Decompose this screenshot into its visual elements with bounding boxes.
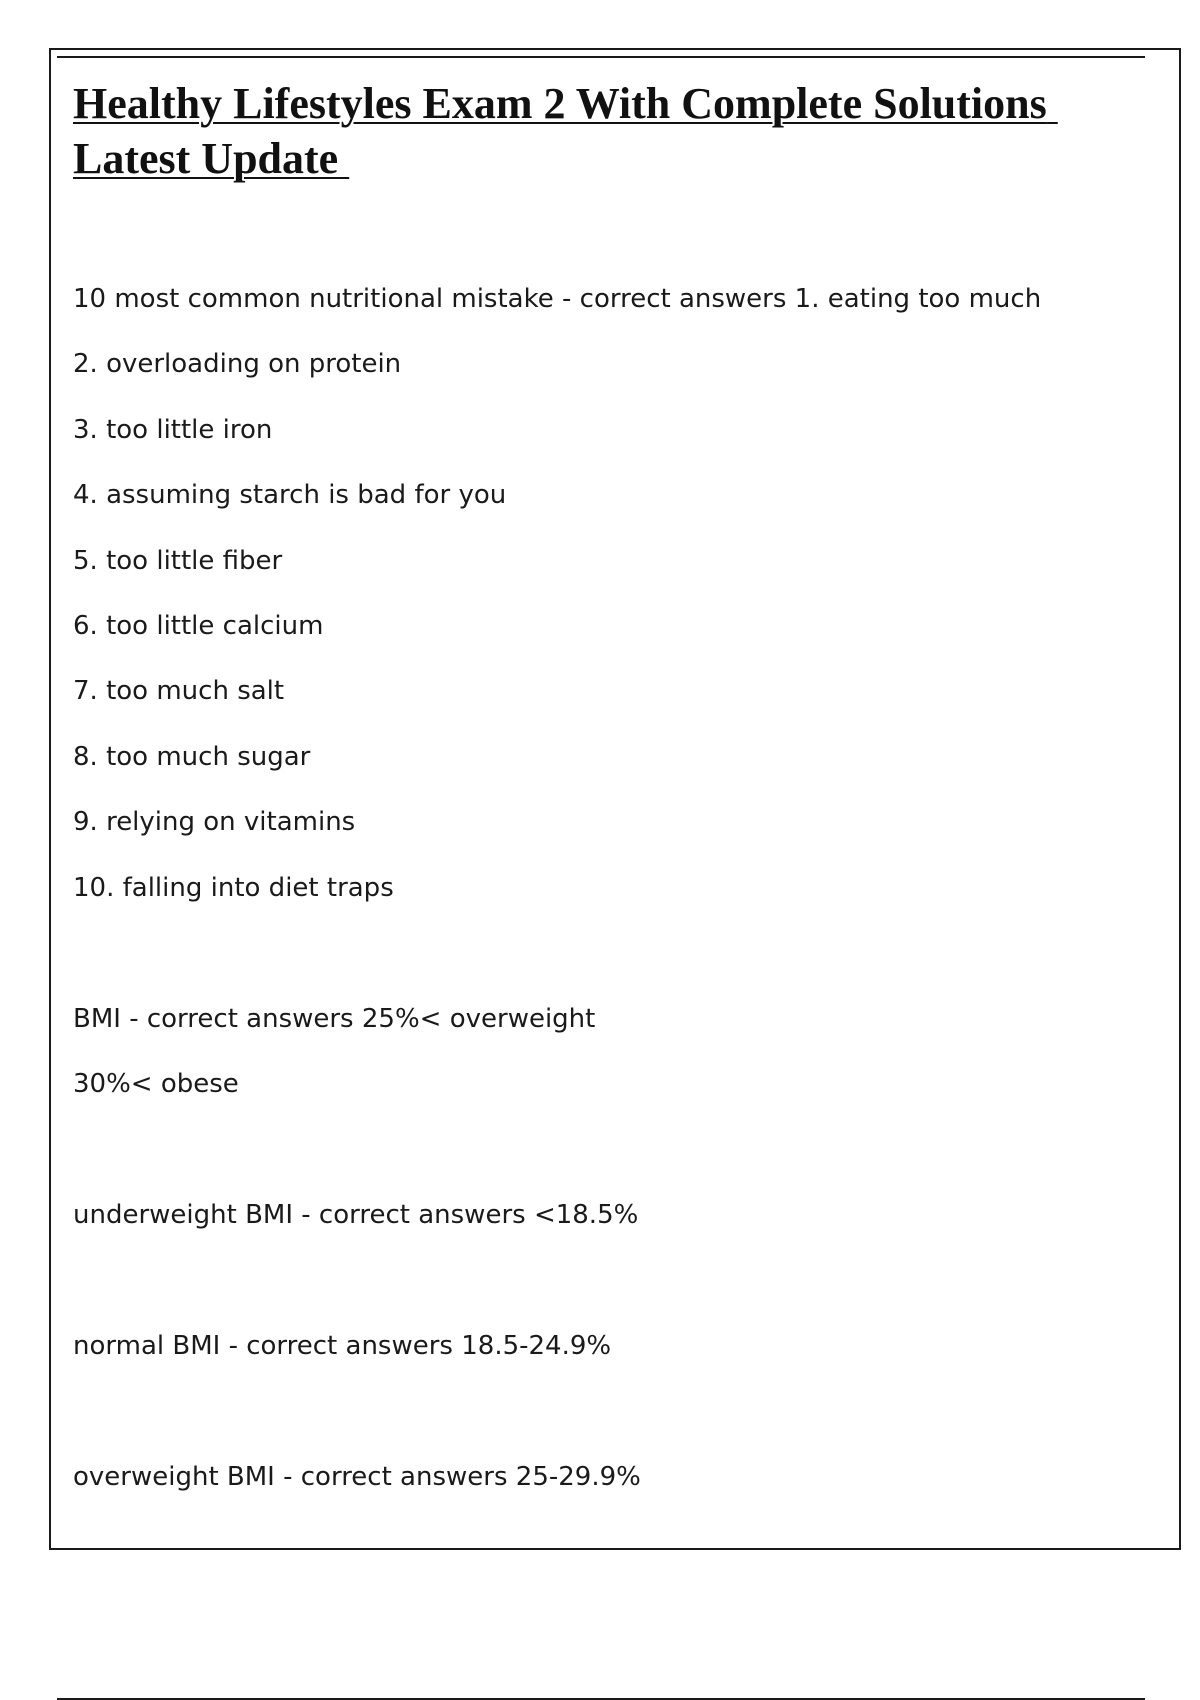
header-rule (57, 56, 1145, 58)
mistake-item-7: 7. too much salt (73, 676, 285, 706)
bmi-question: BMI - correct answers 25%< overweight (73, 1004, 596, 1034)
overweight-bmi: overweight BMI - correct answers 25-29.9% (73, 1462, 641, 1492)
mistake-item-10: 10. falling into diet traps (73, 873, 394, 903)
normal-bmi: normal BMI - correct answers 18.5-24.9% (73, 1331, 612, 1361)
mistake-item-3: 3. too little iron (73, 415, 273, 445)
mistake-item-9: 9. relying on vitamins (73, 807, 356, 837)
mistake-item-6: 6. too little calcium (73, 611, 324, 641)
mistake-item-4: 4. assuming starch is bad for you (73, 480, 507, 510)
underweight-bmi: underweight BMI - correct answers <18.5% (73, 1200, 639, 1230)
document-title: Healthy Lifestyles Exam 2 With Complete Solutions Latest Update (73, 79, 1058, 183)
mistake-item-8: 8. too much sugar (73, 742, 311, 772)
page-border (49, 48, 1181, 1550)
mistakes-question: 10 most common nutritional mistake - correct answers 1. eating too much (73, 284, 1042, 314)
mistake-item-2: 2. overloading on protein (73, 349, 402, 379)
mistake-item-5: 5. too little fiber (73, 546, 283, 576)
bmi-obese-answer: 30%< obese (73, 1069, 239, 1099)
